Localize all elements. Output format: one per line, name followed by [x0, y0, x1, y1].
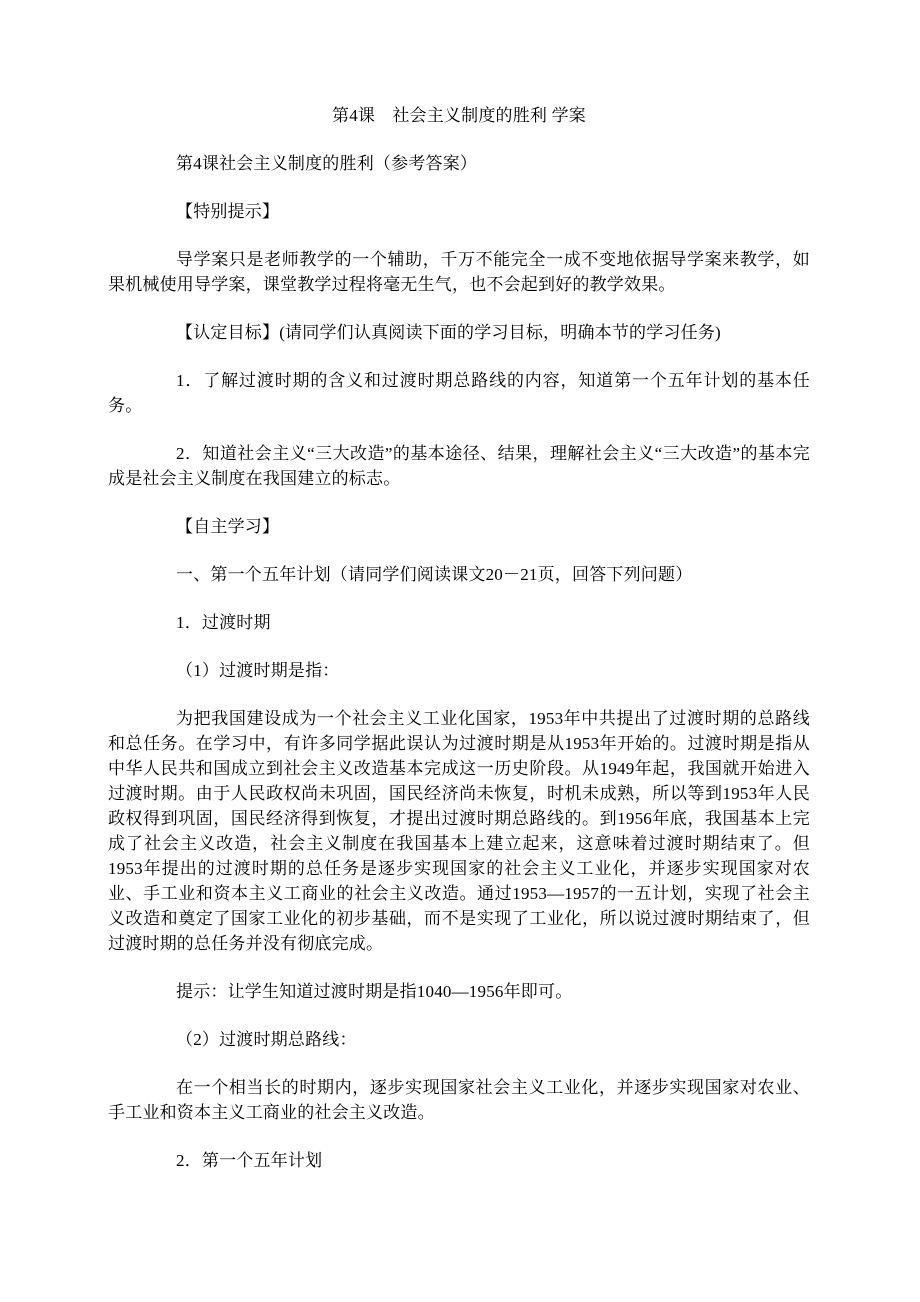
subtitle-reference-answers: 第4课社会主义制度的胜利（参考答案）: [176, 154, 478, 173]
answer-general-line: 在一个相当长的时期内，逐步实现国家社会主义工业化，并逐步实现国家对农业、手工业和资本主义工商业的社会主义改造。: [108, 1078, 810, 1122]
question-transition-period-definition: （1）过渡时期是指：: [176, 661, 340, 680]
special-note-body: 导学案只是老师教学的一个辅助，千万不能完全一成不变地依据导学案来教学，如果机械使用导学案，课堂教学过程将毫无生气，也不会起到好的教学效果。: [108, 250, 810, 294]
goal-item-1: 1．了解过渡时期的含义和过渡时期总路线的内容，知道第一个五年计划的基本任务。: [108, 371, 810, 415]
answer-transition-period-definition: 为把我国建设成为一个社会主义工业化国家，1953年中共提出了过渡时期的总路线和总任务。在学习中，有许多同学据此误认为过渡时期是从1953年开始的。过渡时期是指从中华人民共和国成立到社会主义改造基本完成这一历史阶段。从1949年起，我国就开始进入过渡时期。由于人民政权尚未巩固，国民经济尚未恢复，时机未成熟，所以等到1953年人民政权得到巩固，国民经济得到恢复，才提出过渡时期总路线的。到1956年底，我国基本上完成了社会主义改造，社会主义制度在我国基本上建立起来，这意味着过渡时期结束了。但1953年提出的过渡时期的总任务是逐步实现国家的社会主义工业化，并逐步实现国家对农业、手工业和资本主义工商业的社会主义改造。通过1953—1957的一五计划，实现了社会主义改造和奠定了国家工业化的初步基础，而不是实现了工业化，所以说过渡时期结束了，但过渡时期的总任务并没有彻底完成。: [108, 709, 810, 953]
item-1-transition-period-heading: 1．过渡时期: [176, 613, 271, 632]
section-special-note-heading: 【特别提示】: [176, 202, 280, 221]
lesson-title: 第4课 社会主义制度的胜利 学案: [332, 106, 586, 125]
question-general-line: （2）过渡时期总路线：: [176, 1030, 357, 1049]
unit-1-first-five-year-plan-heading: 一、第一个五年计划（请同学们阅读课文20－21页，回答下列问题）: [176, 565, 693, 584]
section-goals-heading: 【认定目标】(请同学们认真阅读下面的学习目标，明确本节的学习任务): [176, 323, 721, 342]
goal-item-2: 2．知道社会主义“三大改造”的基本途径、结果，理解社会主义“三大改造”的基本完成是社会主义制度在我国建立的标志。: [108, 444, 810, 488]
section-self-study-heading: 【自主学习】: [176, 517, 280, 536]
teaching-tip: 提示：让学生知道过渡时期是指1040—1956年即可。: [176, 982, 573, 1001]
item-2-first-five-year-plan-heading: 2．第一个五年计划: [176, 1151, 323, 1170]
